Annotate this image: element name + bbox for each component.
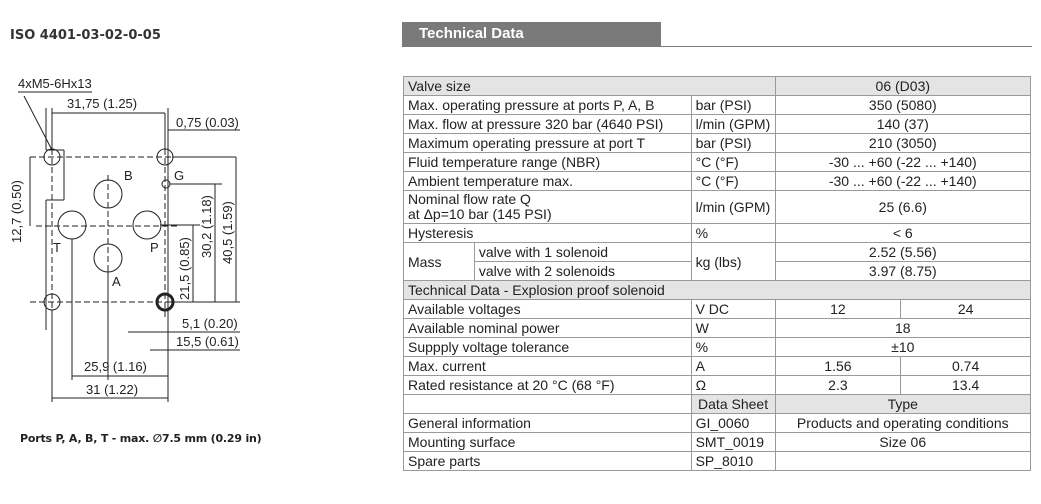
section-title: ISO 4401-03-02-0-05 <box>10 28 161 43</box>
label-cell: Mass <box>404 243 475 281</box>
dim-12-7: 12,7 (0.50) <box>9 180 24 243</box>
label-cell: Max. operating pressure at ports P, A, B <box>404 96 692 115</box>
unit-cell: kg (lbs) <box>691 243 775 281</box>
sheet-cell: GI_0060 <box>691 414 775 433</box>
sub-label-cell: valve with 1 solenoid <box>474 243 691 262</box>
value-cell: 3.97 (8.75) <box>775 262 1030 281</box>
value-cell: 13.4 <box>901 376 1031 395</box>
label-cell: Valve size <box>404 77 776 96</box>
table-row <box>404 77 1031 96</box>
unit-cell: V DC <box>691 300 775 319</box>
unit-cell: °C (°F) <box>691 153 775 172</box>
label-cell: Available voltages <box>404 300 692 319</box>
table-row <box>404 224 1031 243</box>
table-row <box>404 172 1031 191</box>
dim-thread: 4xM5-6Hx13 <box>18 76 92 91</box>
table-row <box>404 281 1031 300</box>
label-cell: Spare parts <box>404 452 692 471</box>
unit-cell: W <box>691 319 775 338</box>
port-t-label: T <box>53 240 61 255</box>
table-row <box>404 433 1031 452</box>
dim-15-5: 15,5 (0.61) <box>176 334 239 349</box>
table-row <box>404 319 1031 338</box>
value-cell: 1.56 <box>775 357 901 376</box>
dim-21-5: 21,5 (0.85) <box>177 237 192 300</box>
table-row <box>404 115 1031 134</box>
table-row <box>404 395 1031 414</box>
dim-31-75: 31,75 (1.25) <box>67 96 138 111</box>
table-row <box>404 96 1031 115</box>
unit-cell: bar (PSI) <box>691 134 775 153</box>
table-row <box>404 243 1031 262</box>
table-row <box>404 452 1031 471</box>
port-p-label: P <box>150 240 159 255</box>
table-row <box>404 338 1031 357</box>
unit-cell: bar (PSI) <box>691 96 775 115</box>
value-cell: ±10 <box>775 338 1030 357</box>
label-cell: Available nominal power <box>404 319 692 338</box>
type-cell: Products and operating conditions <box>775 414 1030 433</box>
label-cell: Rated resistance at 20 °C (68 °F) <box>404 376 692 395</box>
column-header: Data Sheet <box>691 395 775 414</box>
label-cell <box>404 191 692 224</box>
table-row <box>404 300 1031 319</box>
section-header-cell: Technical Data - Explosion proof solenoid <box>404 281 1031 300</box>
dim-31: 31 (1.22) <box>86 382 139 397</box>
table-row <box>404 357 1031 376</box>
blank-cell <box>404 395 692 414</box>
dim-30-2: 30,2 (1.18) <box>199 195 214 258</box>
label-cell: Max. flow at pressure 320 bar (4640 PSI) <box>404 115 692 134</box>
unit-cell: A <box>691 357 775 376</box>
unit-cell: l/min (GPM) <box>691 115 775 134</box>
value-cell: 350 (5080) <box>775 96 1030 115</box>
value-cell: 12 <box>775 300 901 319</box>
port-b-label: B <box>124 168 133 183</box>
table-row <box>404 414 1031 433</box>
value-cell: 24 <box>901 300 1031 319</box>
label-cell: Mounting surface <box>404 433 692 452</box>
port-g-label: G <box>174 168 185 183</box>
column-header: Type <box>775 395 1030 414</box>
value-cell: -30 ... +60 (-22 ... +140) <box>775 172 1030 191</box>
technical-data-table <box>403 76 1031 471</box>
technical-data-header: Technical Data <box>402 22 661 46</box>
sheet-cell: SP_8010 <box>691 452 775 471</box>
dim-0-75: 0,75 (0.03) <box>176 115 239 130</box>
table-row <box>404 153 1031 172</box>
value-cell: 2.3 <box>775 376 901 395</box>
unit-cell: % <box>691 338 775 357</box>
type-cell <box>775 452 1030 471</box>
nominal-flow-line2: at Δp=10 bar (145 PSI) <box>408 206 552 222</box>
label-cell: Maximum operating pressure at port T <box>404 134 692 153</box>
label-cell: Suppply voltage tolerance <box>404 338 692 357</box>
value-cell: 06 (D03) <box>775 77 1030 96</box>
port-a-label: A <box>112 274 121 289</box>
table-row <box>404 134 1031 153</box>
value-cell: 210 (3050) <box>775 134 1030 153</box>
header-rule <box>402 46 1032 47</box>
nominal-flow-line1: Nominal flow rate Q <box>408 191 531 207</box>
value-cell: 0.74 <box>901 357 1031 376</box>
ports-note: Ports P, A, B, T - max. ∅7.5 mm (0.29 in) <box>20 432 262 445</box>
value-cell: 140 (37) <box>775 115 1030 134</box>
table-row <box>404 191 1031 224</box>
unit-cell: l/min (GPM) <box>691 191 775 224</box>
label-cell: General information <box>404 414 692 433</box>
value-cell: 25 (6.6) <box>775 191 1030 224</box>
sheet-cell: SMT_0019 <box>691 433 775 452</box>
label-cell: Hysteresis <box>404 224 692 243</box>
unit-cell: % <box>691 224 775 243</box>
value-cell: < 6 <box>775 224 1030 243</box>
label-cell: Fluid temperature range (NBR) <box>404 153 692 172</box>
value-cell: 2.52 (5.56) <box>775 243 1030 262</box>
label-cell: Ambient temperature max. <box>404 172 692 191</box>
mounting-surface-drawing <box>0 0 400 504</box>
dim-5-1: 5,1 (0.20) <box>182 316 238 331</box>
sub-label-cell: valve with 2 solenoids <box>474 262 691 281</box>
type-cell: Size 06 <box>775 433 1030 452</box>
value-cell: 18 <box>775 319 1030 338</box>
label-cell: Max. current <box>404 357 692 376</box>
dim-40-5: 40,5 (1.59) <box>220 201 235 264</box>
dim-25-9: 25,9 (1.16) <box>84 359 147 374</box>
unit-cell: °C (°F) <box>691 172 775 191</box>
table-row <box>404 376 1031 395</box>
unit-cell: Ω <box>691 376 775 395</box>
value-cell: -30 ... +60 (-22 ... +140) <box>775 153 1030 172</box>
